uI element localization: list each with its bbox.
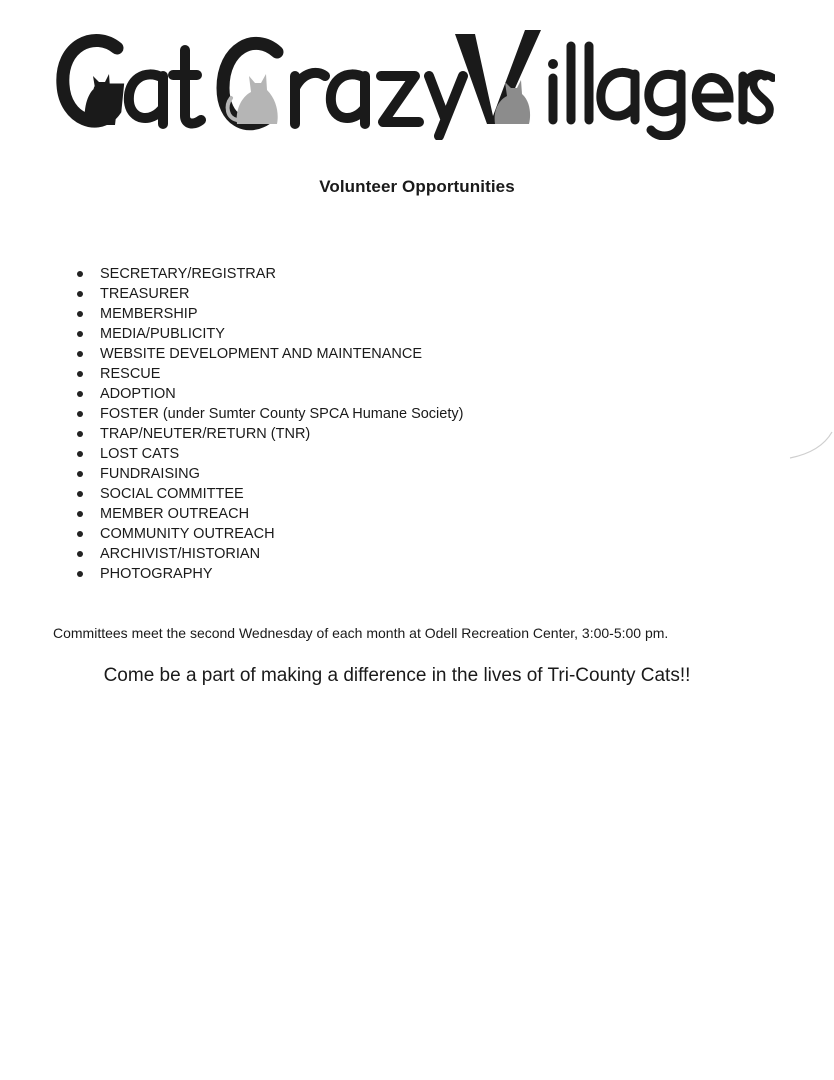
logo-letter-s xyxy=(747,75,773,120)
bullet-icon xyxy=(77,551,83,557)
bullet-icon xyxy=(77,351,83,357)
logo-graphic xyxy=(55,20,775,140)
list-item xyxy=(75,524,463,544)
list-item-label: WEBSITE DEVELOPMENT AND MAINTENANCE xyxy=(100,346,423,362)
logo-letter-g2 xyxy=(649,74,681,136)
bullet-icon xyxy=(77,451,83,457)
list-item xyxy=(75,304,463,324)
list-item-label: TRAP/NEUTER/RETURN (TNR) xyxy=(100,426,311,442)
list-item xyxy=(75,344,463,364)
list-item-label: SECRETARY/REGISTRAR xyxy=(100,266,276,282)
grey-cat-icon xyxy=(237,74,278,124)
list-item xyxy=(75,424,463,444)
list-item-label: SOCIAL COMMITTEE xyxy=(100,486,244,502)
logo xyxy=(55,20,775,140)
meeting-note: Committees meet the second Wednesday of each month at Odell Recreation Center, 3:00-5:00 pm. xyxy=(53,625,669,641)
list-item-label: FOSTER (under Sumter County SPCA Humane Society) xyxy=(100,406,464,422)
bullet-icon xyxy=(77,571,83,577)
list-item xyxy=(75,464,463,484)
bullet-icon xyxy=(77,531,83,537)
closing-line: Come be a part of making a difference in the lives of Tri-County Cats!! xyxy=(103,665,691,686)
list-item xyxy=(75,564,463,584)
logo-letter-a2 xyxy=(331,74,365,124)
list-item-label: ADOPTION xyxy=(100,386,176,402)
list-item xyxy=(75,444,463,464)
bullet-icon xyxy=(77,411,83,417)
bullet-icon xyxy=(77,431,83,437)
list-item xyxy=(75,404,463,424)
logo-letter-t xyxy=(173,50,201,123)
list-item xyxy=(75,264,463,284)
list-item-label: LOST CATS xyxy=(100,446,180,462)
list-item xyxy=(75,484,463,504)
logo-letter-e xyxy=(696,77,729,117)
logo-letter-r xyxy=(295,73,325,124)
page-title: Volunteer Opportunities xyxy=(319,177,515,196)
logo-letter-z xyxy=(381,76,419,122)
bullet-icon xyxy=(77,491,83,497)
list-item xyxy=(75,504,463,524)
list-item xyxy=(75,384,463,404)
bullet-icon xyxy=(77,331,83,337)
bullet-icon xyxy=(77,391,83,397)
logo-letter-a xyxy=(129,74,163,124)
bullet-icon xyxy=(77,311,83,317)
list-item xyxy=(75,284,463,304)
logo-letter-a3 xyxy=(601,72,635,120)
list-item-label: PHOTOGRAPHY xyxy=(100,566,213,582)
black-cat-icon xyxy=(85,74,117,125)
bullet-icon xyxy=(77,291,83,297)
list-item-label: COMMUNITY OUTREACH xyxy=(100,526,275,542)
scan-mark-decoration xyxy=(784,430,834,470)
list-item-label: TREASURER xyxy=(100,286,190,302)
bullet-icon xyxy=(77,271,83,277)
logo-letter-y xyxy=(429,76,463,136)
list-item-label: RESCUE xyxy=(100,366,161,382)
list-item-label: FUNDRAISING xyxy=(100,466,200,482)
list-item-label: ARCHIVIST/HISTORIAN xyxy=(100,546,261,562)
list-item-label: MEMBERSHIP xyxy=(100,306,198,322)
list-item-label: MEMBER OUTREACH xyxy=(100,506,250,522)
bullet-icon xyxy=(77,371,83,377)
list-item-label: MEDIA/PUBLICITY xyxy=(100,326,225,342)
list-item xyxy=(75,364,463,384)
list-item xyxy=(75,544,463,564)
bullet-icon xyxy=(77,471,83,477)
opportunities-list xyxy=(75,264,463,584)
list-item xyxy=(75,324,463,344)
bullet-icon xyxy=(77,511,83,517)
